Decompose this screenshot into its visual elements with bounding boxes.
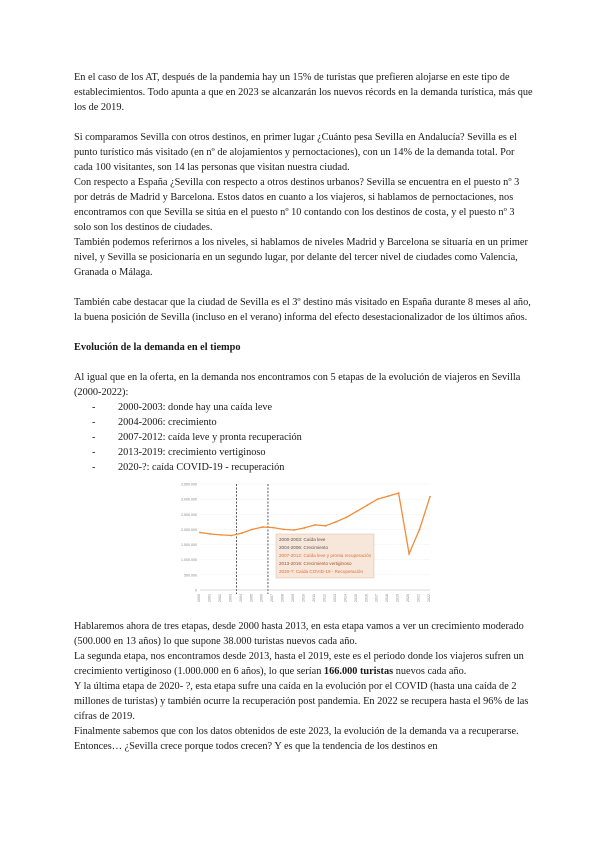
y-tick-label: 3.000.000: [181, 497, 197, 502]
paragraph-5: También cabe destacar que la ciudad de Sevilla es el 3º destino más visitado en España durante 8 meses al año, la buena posición de Sevilla (incluso en el verano) informa del efecto desestacionalizador de los últimos años.: [74, 297, 531, 323]
y-tick-label: 500.000: [184, 573, 197, 578]
x-tick-label: 2019: [395, 594, 400, 602]
x-tick-label: 2013: [332, 594, 337, 602]
legend-entry: 2004-2006: Crecimiento: [279, 545, 329, 550]
data-point: [241, 532, 243, 534]
paragraph-8-bold: 166.000 turistas: [323, 666, 394, 677]
data-point: [314, 524, 316, 526]
data-point: [325, 525, 327, 527]
x-tick-label: 2015: [353, 594, 358, 602]
x-tick-label: 2003: [228, 594, 233, 602]
y-tick-label: 0: [195, 588, 197, 593]
x-tick-label: 2004: [238, 594, 243, 602]
y-tick-label: 1.000.000: [181, 558, 197, 563]
list-item: - 2007-2012: caída leve y pronta recuperación: [92, 430, 534, 445]
data-point: [377, 498, 379, 500]
document-page: [74, 70, 534, 754]
x-tick-label: 2021: [416, 594, 421, 602]
data-point: [220, 534, 222, 536]
list-item: - 2000-2003: donde hay una caída leve: [92, 400, 534, 415]
data-point: [345, 516, 347, 518]
x-tick-label: 2008: [280, 594, 285, 602]
data-point: [293, 529, 295, 531]
data-point: [387, 495, 389, 497]
data-point: [272, 527, 274, 529]
x-tick-label: 2002: [217, 594, 222, 602]
data-point: [210, 533, 212, 535]
data-point: [419, 529, 421, 531]
paragraph-9: Y la última etapa de 2020- ?, esta etapa sufre una caída en la evolución por el COVID (hasta una caída de 2 millones de turistas) y también ocurre la recuperación post pandemia. En 2022 se recupera hasta el 96% de las cifras de 2019.: [74, 681, 529, 722]
paragraph-8-text-a: La segunda etapa, nos encontramos desde 2013, hasta el 2019, este es el periodo donde los viajeros sufren un crecimiento vertiginoso (1.000.000 en 6 años), lo que serían: [74, 651, 524, 677]
legend-entry: 2013-2019: Crecimiento vertiginoso: [279, 561, 352, 566]
list-item: - 2004-2006: crecimiento: [92, 415, 534, 430]
data-point: [366, 504, 368, 506]
demand-chart: [74, 478, 534, 616]
x-tick-label: 2020: [406, 594, 411, 602]
data-point: [429, 496, 431, 498]
data-point: [408, 553, 410, 555]
y-tick-label: 2.500.000: [181, 512, 197, 517]
data-point: [335, 521, 337, 523]
legend-entry: 2000-2003: Caída leve: [279, 537, 326, 542]
x-tick-label: 2012: [322, 594, 327, 602]
data-point: [304, 527, 306, 529]
data-point: [283, 529, 285, 531]
data-point: [356, 510, 358, 512]
paragraph-3: Con respecto a España ¿Sevilla con respecto a otros destinos urbanos? Sevilla se encuentra en el puesto nº 3 por detrás de Madrid y Barcelona. Estos datos en cuanto a los viajeros, si hablamos de pernoctaciones, nos encontramos con que Sevilla se sitúa en el puesto nº 10 contando con los destinos de costa, y el puesto nº 3 solo son los destinos de ciudades.: [74, 177, 520, 233]
x-tick-label: 2010: [301, 594, 306, 602]
paragraph-4: También podemos referirnos a los niveles, si hablamos de niveles Madrid y Barcelona se situaría en un primer nivel, y Sevilla se posicionaría en un segundo lugar, por delante del tercer nivel de ciudades como Valencia, Granada o Málaga.: [74, 237, 528, 278]
data-point: [230, 535, 232, 537]
x-tick-label: 2014: [343, 594, 348, 602]
x-tick-label: 2011: [312, 594, 316, 602]
list-item: - 2013-2019: crecimiento vertiginoso: [92, 445, 534, 460]
x-tick-label: 2022: [427, 594, 431, 602]
demand-line-chart: [168, 478, 438, 616]
data-point: [199, 532, 201, 534]
paragraph-2: Si comparamos Sevilla con otros destinos, en primer lugar ¿Cuánto pesa Sevilla en Andalucía? Sevilla es el punto turístico más visitado (en nº de alojamientos y pernoctaciones), con un 14% de la demanda total. Por cada 100 visitantes, son 14 las personas que visitan nuestra ciudad.: [74, 132, 517, 173]
x-tick-label: 2007: [270, 594, 275, 602]
paragraph-7: Hablaremos ahora de tres etapas, desde 2000 hasta 2013, en esta etapa vamos a ver un crecimiento moderado (500.000 en 13 años) lo que supone 38.000 turistas nuevos cada año.: [74, 621, 524, 647]
x-tick-label: 2009: [291, 594, 296, 602]
list-item: - 2020-?: caída COVID-19 - recuperación: [92, 460, 534, 475]
paragraph-8: [74, 649, 534, 679]
stages-list: [74, 400, 534, 475]
y-tick-label: 1.500.000: [181, 543, 197, 548]
x-tick-label: 2017: [374, 594, 379, 602]
y-tick-label: 2.000.000: [181, 527, 197, 532]
x-tick-label: 2018: [385, 594, 390, 602]
paragraph-6: Al igual que en la oferta, en la demanda nos encontramos con 5 etapas de la evolución de viajeros en Sevilla (2000-2022):: [74, 372, 521, 398]
data-point: [262, 526, 264, 528]
paragraph-10: Finalmente sabemos que con los datos obtenidos de este 2023, la evolución de la demanda va a recuperarse. Entonces… ¿Sevilla crece porque todos crecen? Y es que la tendencia de los destinos en: [74, 726, 519, 752]
data-point: [251, 529, 253, 531]
paragraph-1: En el caso de los AT, después de la pandemia hay un 15% de turistas que prefieren alojarse en este tipo de establecimientos. Todo apunta a que en 2023 se alcanzarán los nuevos récords en la demanda turística, más que los de 2019.: [74, 72, 533, 113]
data-point: [398, 492, 400, 494]
x-tick-label: 2000: [197, 594, 201, 602]
legend-entry: 2020-?: Caída COVID-19 - Recuperación: [279, 569, 364, 574]
paragraph-8-text-b: nuevos cada año.: [393, 666, 467, 677]
section-heading: Evolución de la demanda en el tiempo: [74, 342, 241, 353]
x-tick-label: 2001: [207, 594, 212, 602]
y-tick-label: 3.500.000: [181, 482, 197, 487]
x-tick-label: 2016: [364, 594, 369, 602]
x-tick-label: 2006: [259, 594, 264, 602]
x-tick-label: 2005: [249, 594, 254, 602]
legend-entry: 2007-2012: Caída leve y pronta recuperación: [279, 553, 372, 558]
